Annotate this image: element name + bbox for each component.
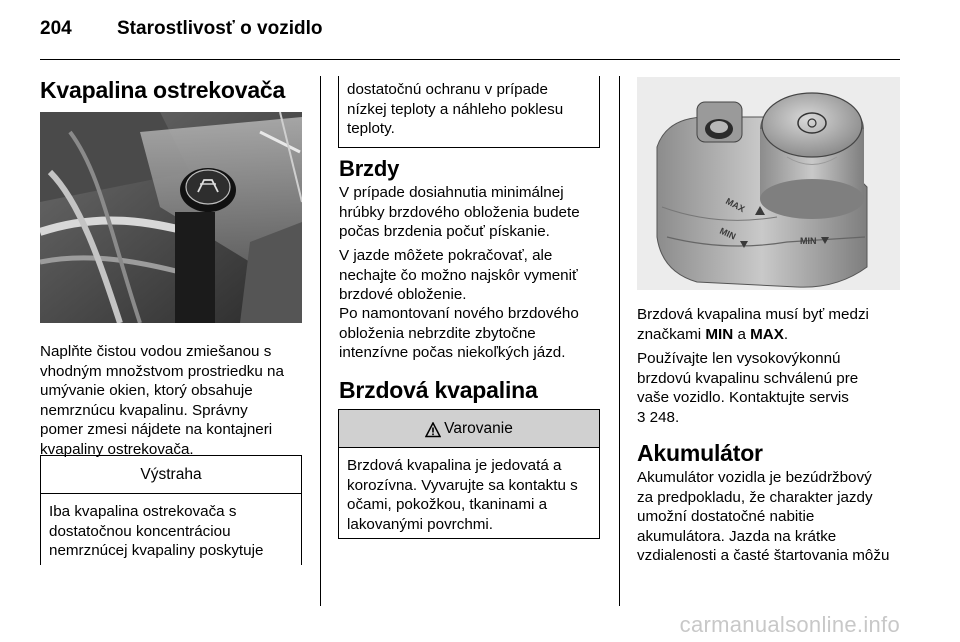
washer-fluid-cap-photo-icon xyxy=(40,112,302,323)
text-line: Po namontovaní nového brzdového xyxy=(339,305,579,322)
brake-fluid-reservoir-photo-icon xyxy=(637,77,900,290)
warning-heading-text: Varovanie xyxy=(444,419,513,437)
warning-box-body xyxy=(339,448,599,534)
caution-box-continued-body xyxy=(339,76,599,139)
column-divider-1 xyxy=(320,76,321,606)
text-line: umožní dostatočné nabitie xyxy=(637,508,815,526)
text-line: dostatočnú ochranu v prípade xyxy=(347,81,548,98)
text-line: pomer zmesi nájdete na kontajneri xyxy=(40,421,273,439)
section-title-battery: Akumulátor xyxy=(637,440,763,466)
text-line: hrúbky brzdového obloženia budete xyxy=(339,203,580,221)
text-line: nemrznúcu kvapalinu. Správny xyxy=(40,401,248,419)
min-label-right: MIN xyxy=(800,236,817,246)
text-line: brzdovú kvapalinu schválenú pre xyxy=(637,369,859,387)
text-line: počas brzdenia počuť pískanie. xyxy=(339,223,550,241)
caution-box-continued xyxy=(338,76,600,148)
watermark: carmanualsonline.info xyxy=(679,612,900,637)
column-divider-2 xyxy=(619,76,620,606)
brakes-paragraph-3 xyxy=(339,304,614,363)
warning-triangle-icon xyxy=(425,422,441,438)
text-line: Používajte len vysokovýkonnú xyxy=(637,350,841,367)
text-line: V prípade dosiahnutia minimálnej xyxy=(339,184,564,201)
text-line: Iba kvapalina ostrekovača s xyxy=(49,503,237,520)
text-line: dostatočnou koncentráciou xyxy=(49,522,231,540)
text-line: brzdové obloženie. xyxy=(339,286,467,304)
brake-fluid-paragraph-2 xyxy=(637,349,907,427)
warning-box xyxy=(338,409,600,539)
caution-box xyxy=(40,455,302,565)
text-line: V jazde môžete pokračovať, ale xyxy=(339,247,553,264)
chapter-title: Starostlivosť o vozidlo xyxy=(117,18,323,39)
text-line: umývanie okien, ktorý obsahuje xyxy=(40,382,253,400)
battery-paragraph xyxy=(637,468,907,566)
text-line: vaše vozidlo. Kontaktujte servis xyxy=(637,389,849,407)
warning-box-heading xyxy=(339,410,599,448)
max-label: MAX xyxy=(724,195,747,215)
text-line: korozívna. Vyvarujte sa kontaktu s xyxy=(347,476,578,494)
text-line: Brzdová kvapalina musí byť medzi xyxy=(637,306,869,323)
text-line: akumulátora. Jazda na krátke xyxy=(637,527,837,545)
text-line: Naplňte čistou vodou zmiešanou s xyxy=(40,343,272,360)
section-title-brake-fluid: Brzdová kvapalina xyxy=(339,377,538,403)
brake-fluid-photo xyxy=(637,77,900,290)
brakes-paragraph-1 xyxy=(339,183,614,242)
text-line: nemrznúcej kvapaliny poskytuje xyxy=(49,542,264,560)
text-line: Akumulátor vozidla je bezúdržbový xyxy=(637,469,872,486)
text-line: intenzívne počas niekoľkých jázd. xyxy=(339,344,566,362)
washer-fluid-paragraph xyxy=(40,342,308,460)
text-line: nízkej teploty a náhleho poklesu xyxy=(347,100,564,118)
header-rule xyxy=(40,59,900,60)
text-line: Brzdová kvapalina je jedovatá a xyxy=(347,457,562,474)
text-line: za predpokladu, že charakter jazdy xyxy=(637,488,873,506)
page-number: 204 xyxy=(40,18,72,39)
text-line: obloženia nebrzdite zbytočne xyxy=(339,324,536,342)
max-mark: MAX xyxy=(750,325,784,343)
section-title-washer-fluid: Kvapalina ostrekovača xyxy=(40,77,286,103)
text-line: nechajte čo možno najskôr vymeniť xyxy=(339,266,578,284)
washer-fluid-photo xyxy=(40,112,302,323)
section-title-brakes: Brzdy xyxy=(339,156,400,181)
brakes-paragraph-2 xyxy=(339,246,614,305)
text-line: lakovanými povrchmi. xyxy=(347,515,494,533)
min-label-left: MIN xyxy=(718,225,738,242)
min-mark: MIN xyxy=(705,325,734,343)
caution-box-body xyxy=(41,494,301,561)
text-line: značkami MIN a MAX. xyxy=(637,325,789,343)
text-line: kvapaliny ostrekovača. xyxy=(40,440,194,458)
text-line: teploty. xyxy=(347,120,395,138)
text-line: vhodným množstvom prostriedku na xyxy=(40,362,284,380)
text-line: očami, pokožkou, tkaninami a xyxy=(347,496,548,514)
text-line: vzdialenosti a časté štartovania môžu xyxy=(637,547,890,565)
brake-fluid-paragraph-1 xyxy=(637,305,907,344)
page-reference: 3 248. xyxy=(637,408,680,426)
caution-box-heading: Výstraha xyxy=(41,456,301,494)
